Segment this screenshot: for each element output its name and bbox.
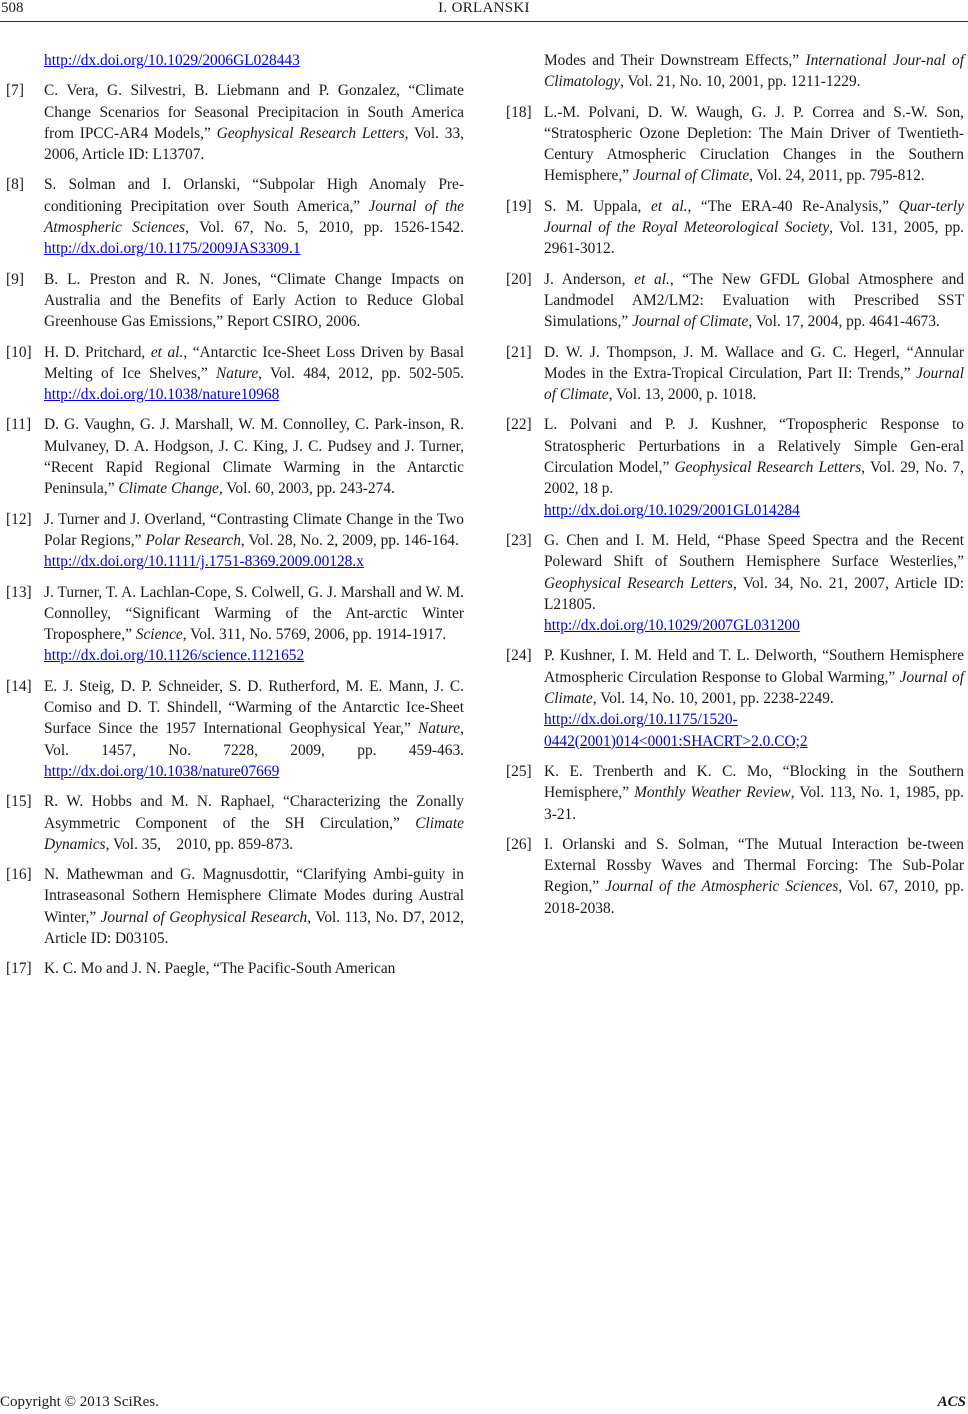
- reference-entry: [6, 342, 464, 406]
- reference-details: , Vol. 35, 2010, pp. 859-873.: [105, 835, 294, 853]
- reference-title: “Recent Rapid Regional Climate Warming in the Antarctic Peninsula,”: [44, 459, 464, 498]
- right-column: [506, 50, 964, 928]
- reference-number: [11]: [6, 416, 32, 434]
- reference-journal: Quar-terly Journal of the Royal Meteorological Society: [544, 197, 965, 237]
- reference-entry: [6, 509, 464, 573]
- page-number: 508: [1, 0, 24, 16]
- reference-number: [14]: [6, 677, 32, 695]
- reference-title: “Subpolar High Anomaly Pre-conditioning Precipitation over South America,”: [44, 176, 464, 215]
- reference-journal: Journal of the Atmospheric Sciences: [605, 878, 839, 896]
- reference-details: , Vol. 34, No. 21, 2007, Article ID: L21805.: [544, 574, 964, 613]
- reference-authors: L.-M. Polvani, D. W. Waugh, G. J. P. Correa and S.-W. Son,: [544, 103, 964, 121]
- reference-entry: [506, 414, 964, 520]
- reference-details: , Vol. 113, No. D7, 2012, Article ID: D03105.: [44, 908, 465, 947]
- journal-abbreviation: ACS: [937, 1394, 966, 1410]
- doi-link[interactable]: http://dx.doi.org/10.1175/2009JAS3309.1: [44, 240, 301, 258]
- reference-details: , Vol. 24, 2011, pp. 795-812.: [749, 167, 925, 185]
- reference-details: , Vol. 28, No. 2, 2009, pp. 146-164.: [240, 531, 459, 549]
- reference-number: [7]: [6, 82, 24, 100]
- reference-entry: [506, 196, 964, 260]
- doi-link[interactable]: http://dx.doi.org/10.1029/2006GL028443: [44, 52, 300, 69]
- reference-journal: Climate Dynamics: [44, 814, 464, 853]
- reference-journal: Geophysical Research Letters: [674, 459, 862, 477]
- reference-authors: S. Solman and I. Orlanski,: [44, 176, 253, 194]
- header-rule: [0, 21, 968, 22]
- reference-details: , Vol. 13, 2000, p. 1018.: [608, 386, 757, 404]
- doi-link[interactable]: http://dx.doi.org/10.1029/2007GL031200: [544, 617, 800, 635]
- reference-title: , “The ERA-40 Re-Analysis,”: [687, 197, 899, 215]
- reference-details: , Vol. 1457, No. 7228, 2009, pp. 459-463.: [44, 720, 464, 759]
- reference-journal: Nature: [417, 720, 461, 738]
- reference-journal: Science: [135, 626, 183, 644]
- reference-details: , Vol. 29, No. 7, 2002, 18 p.: [544, 459, 964, 498]
- reference-title: “Significant Warming of the Ant-arctic Winter Troposphere,”: [44, 604, 464, 644]
- reference-authors: S. M. Uppala,: [544, 197, 651, 215]
- reference-authors: K. E. Trenberth and K. C. Mo,: [544, 762, 783, 780]
- reference-title: “Clarifying Ambi-guity in Intraseasonal Sothern Hemisphere Climate Modes during Austral Winter,”: [44, 866, 464, 926]
- reference-journal: Polar Research: [145, 531, 241, 549]
- reference-number: [9]: [6, 270, 24, 288]
- reference-title: “Climate Change Impacts on Australia and the Benefits of Early Action to Reduce Global Greenhouse Gas Emissions,” Report CSIRO, 2006.: [44, 270, 464, 331]
- reference-number: [12]: [6, 510, 32, 528]
- reference-list-left: [6, 80, 464, 979]
- reference-authors: C. Vera, G. Silvestri, B. Liebmann and P. Gonzalez,: [44, 82, 409, 100]
- reference-journal: Journal of Climate: [632, 313, 749, 331]
- reference-authors: P. Kushner, I. M. Held and T. L. Delworth,: [544, 647, 823, 665]
- reference-title: “The Pacific-South American: [213, 960, 396, 978]
- reference-details: , Vol. 67, No. 5, 2010, pp. 1526-1542.: [185, 219, 465, 237]
- reference-journal: Journal of Climate: [544, 364, 964, 404]
- reference-authors: J. Turner and J. Overland,: [44, 510, 211, 528]
- reference-authors: D. G. Vaughn, G. J. Marshall, W. M. Connolley, C. Park-inson, R. Mulvaney, D. A. Hodgson, J. C. King, J. C. Pudsey and J. Turner,: [44, 416, 464, 455]
- reference-details: , Vol. 311, No. 5769, 2006, pp. 1914-1917.: [182, 626, 447, 644]
- running-head: I. ORLANSKI: [438, 0, 530, 16]
- reference-number: [26]: [506, 835, 532, 853]
- doi-link[interactable]: http://dx.doi.org/10.1126/science.1121652: [44, 647, 305, 665]
- reference-entry: [6, 958, 464, 979]
- reference-number: [19]: [506, 197, 532, 215]
- doi-link[interactable]: http://dx.doi.org/10.1038/nature07669: [44, 762, 280, 780]
- reference-details: , Vol. 17, 2004, pp. 4641-4673.: [748, 313, 940, 331]
- reference-number: [10]: [6, 343, 32, 361]
- reference-details: , Vol. 67, 2010, pp. 2018-2038.: [544, 878, 964, 917]
- reference-title: “Blocking in the Southern Hemisphere,”: [544, 762, 965, 802]
- copyright-text: Copyright © 2013 SciRes.: [0, 1394, 159, 1410]
- reference-entry: [6, 414, 464, 499]
- doi-link[interactable]: http://dx.doi.org/10.1029/2001GL014284: [544, 501, 800, 519]
- reference-entry: [6, 80, 464, 165]
- reference-title: “Contrasting Climate Change in the Two Polar Regions,”: [44, 510, 464, 549]
- reference-title: “Characterizing the Zonally Asymmetric Component of the SH Circulation,”: [44, 793, 464, 832]
- continuation-details: , Vol. 21, No. 10, 2001, pp. 1211-1229.: [620, 73, 861, 91]
- reference-authors: R. W. Hobbs and M. N. Raphael,: [44, 793, 284, 811]
- reference-authors: N. Mathewman and G. Magnusdottir,: [44, 866, 297, 884]
- doi-link[interactable]: http://dx.doi.org/10.1111/j.1751-8369.2009.00128.x: [44, 553, 364, 571]
- reference-entry: [506, 102, 964, 187]
- continuation-link-line: [6, 50, 464, 71]
- reference-etal: et al.: [634, 270, 670, 288]
- reference-entry: [506, 761, 964, 825]
- reference-number: [24]: [506, 647, 532, 665]
- reference-authors: B. L. Preston and R. N. Jones,: [44, 270, 271, 288]
- reference-title: “Climate Change Scenarios for Seasonal Precipitacion in South America from IPCC-AR4 Models,”: [44, 82, 464, 142]
- reference-number: [21]: [506, 343, 532, 361]
- reference-authors: H. D. Pritchard,: [44, 343, 151, 361]
- reference-number: [20]: [506, 270, 532, 288]
- reference-number: [23]: [506, 531, 532, 549]
- reference-title: , “Antarctic Ice-Sheet Loss Driven by Basal Melting of Ice Shelves,”: [44, 343, 465, 382]
- reference-details: , Vol. 484, 2012, pp. 502-505.: [258, 364, 464, 382]
- reference-journal: Journal of Geophysical Research: [100, 908, 308, 926]
- doi-link[interactable]: http://dx.doi.org/10.1038/nature10968: [44, 386, 280, 404]
- reference-journal: Climate Change: [118, 480, 219, 498]
- reference-entry: [506, 269, 964, 333]
- reference-number: [18]: [506, 103, 532, 121]
- page-header: [0, 0, 968, 22]
- reference-etal: et al.: [150, 343, 184, 361]
- continuation-journal: International Jour-nal of Climatology: [544, 52, 965, 91]
- reference-journal: Monthly Weather Review: [634, 784, 791, 802]
- reference-authors: G. Chen and I. M. Held,: [544, 531, 718, 549]
- reference-number: [15]: [6, 793, 32, 811]
- reference-details: , Vol. 131, 2005, pp. 2961-3012.: [544, 219, 964, 258]
- reference-number: [25]: [506, 762, 532, 780]
- reference-number: [8]: [6, 176, 24, 194]
- reference-journal: Geophysical Research Letters: [216, 124, 405, 142]
- reference-title: “The Mutual Interaction be-tween External Rossby Waves and Thermal Forcing: The Sub-Polar Region,”: [544, 835, 964, 896]
- reference-title: “Warming of the Antarctic Ice-Sheet Surface Since the 1957 International Geophysical Year,”: [44, 699, 464, 738]
- reference-number: [22]: [506, 416, 532, 434]
- reference-entry: [6, 864, 464, 949]
- reference-entry: [506, 530, 964, 636]
- reference-title: “Stratospheric Ozone Depletion: The Main Driver of Twentieth-Century Atmospheric Ciruclation Changes in the Southern Hemisphere,”: [544, 124, 964, 185]
- reference-journal: Geophysical Research Letters: [544, 574, 734, 592]
- reference-title: “Tropospheric Response to Stratospheric Perturbations in a Relatively Simple Gen-eral Circulation Model,”: [544, 416, 965, 477]
- reference-title: “Annular Modes in the Extra-Tropical Circulation, Part II: Trends,”: [544, 343, 964, 382]
- reference-journal: Nature: [215, 364, 259, 382]
- reference-entry: [6, 582, 464, 667]
- continuation-title: Modes and Their Downstream Effects,”: [544, 52, 806, 69]
- reference-entry: [6, 676, 464, 782]
- doi-link[interactable]: http://dx.doi.org/10.1175/1520-0442(2001)014<0001:SHACRT>2.0.CO;2: [544, 711, 808, 750]
- reference-authors: E. J. Steig, D. P. Schneider, S. D. Rutherford, M. E. Mann, J. C. Comiso and D. T. Shindell,: [44, 677, 464, 717]
- reference-journal: Journal of the Atmospheric Sciences: [44, 197, 464, 237]
- reference-details: , Vol. 60, 2003, pp. 243-274.: [218, 480, 395, 498]
- continuation-text: [506, 50, 964, 93]
- left-column: [6, 50, 464, 989]
- reference-entry: [506, 342, 964, 406]
- reference-authors: J. Anderson,: [544, 270, 635, 288]
- reference-details: , Vol. 14, No. 10, 2001, pp. 2238-2249.: [592, 690, 834, 708]
- reference-entry: [6, 174, 464, 259]
- reference-entry: [6, 791, 464, 855]
- reference-entry: [506, 645, 964, 751]
- reference-entry: [506, 834, 964, 919]
- reference-authors: I. Orlanski and S. Solman,: [544, 835, 738, 853]
- reference-journal: Journal of Climate: [544, 668, 964, 708]
- reference-number: [13]: [6, 583, 32, 601]
- reference-title: , “The New GFDL Global Atmosphere and Landmodel AM2/LM2: Evaluation with Prescribed SST Simulations,”: [544, 270, 965, 331]
- reference-authors: D. W. J. Thompson, J. M. Wallace and G. C. Hegerl,: [544, 343, 907, 361]
- reference-title: “Phase Speed Spectra and the Recent Poleward Shift of Southern Hemisphere Surface Westerlies,”: [544, 531, 964, 571]
- reference-number: [17]: [6, 960, 32, 978]
- reference-etal: et al.: [650, 197, 688, 215]
- reference-details: , Vol. 33, 2006, Article ID: L13707.: [44, 124, 465, 164]
- reference-number: [16]: [6, 866, 32, 884]
- reference-journal: Journal of Climate: [632, 167, 750, 185]
- reference-entry: [6, 269, 464, 333]
- reference-title: “Southern Hemisphere Atmospheric Circulation Response to Global Warming,”: [544, 647, 964, 686]
- reference-authors: L. Polvani and P. J. Kushner,: [544, 416, 780, 434]
- reference-authors: K. C. Mo and J. N. Paegle,: [44, 960, 214, 978]
- reference-details: , Vol. 113, No. 1, 1985, pp. 3-21.: [544, 784, 964, 823]
- reference-authors: J. Turner, T. A. Lachlan-Cope, S. Colwell, G. J. Marshall and W. M. Connolley,: [44, 583, 464, 622]
- reference-list-right: [506, 102, 964, 919]
